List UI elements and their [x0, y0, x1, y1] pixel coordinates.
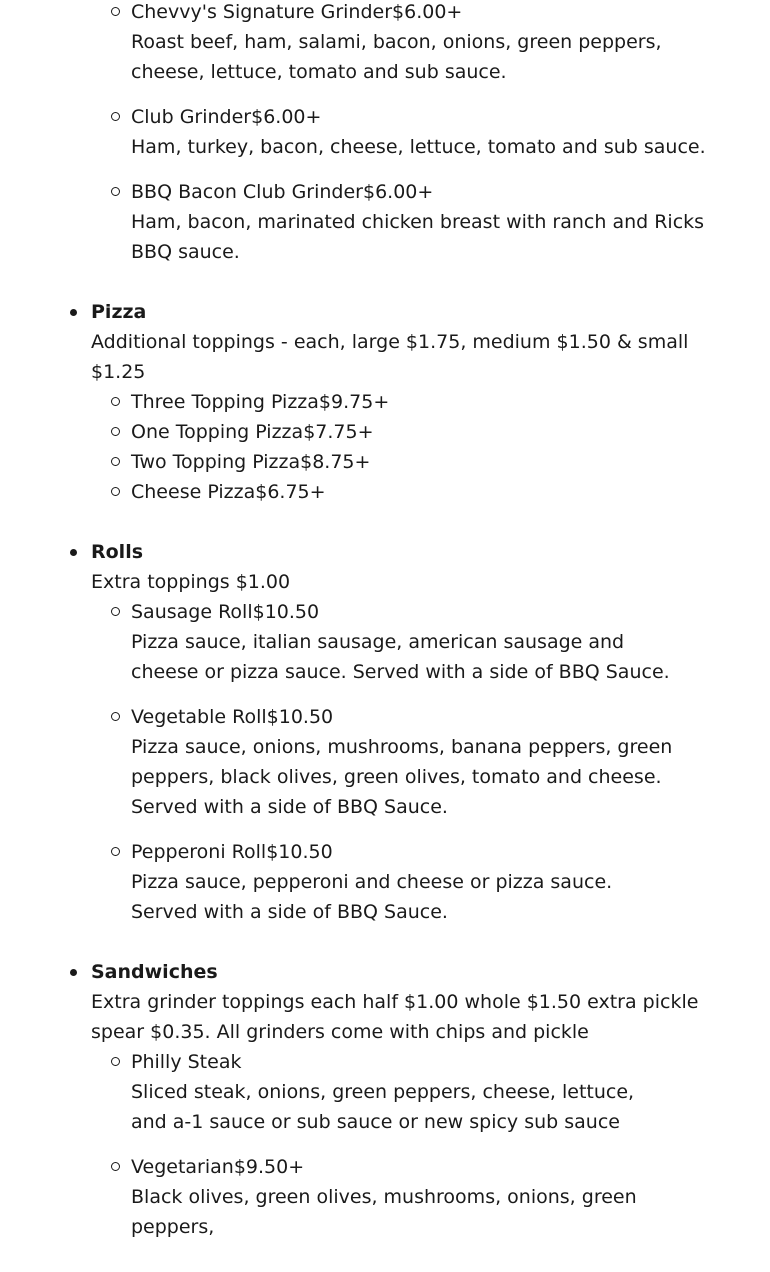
- item-description: Roast beef, ham, salami, bacon, onions, green peppers, cheese, lettuce, tomato and sub sauce.: [131, 31, 662, 83]
- menu-item: [0, 447, 730, 477]
- menu-item: [0, 837, 730, 927]
- item-description: Pizza sauce, pepperoni and cheese or pizza sauce. Served with a side of BBQ Sauce.: [131, 871, 613, 923]
- category-title: Sandwiches: [91, 961, 218, 983]
- item-name: Vegetarian: [131, 1156, 234, 1178]
- menu-item: [0, 1152, 730, 1242]
- item-name: Philly Steak: [131, 1051, 242, 1073]
- item-price: $6.75+: [255, 481, 326, 503]
- item-price: $10.50: [266, 706, 334, 728]
- category-note: Extra toppings $1.00: [91, 571, 291, 593]
- grinder-items: [0, 0, 770, 267]
- category-note: Extra grinder toppings each half $1.00 whole $1.50 extra pickle spear $0.35. All grinders come with chips and pickle: [91, 991, 699, 1043]
- item-description: Black olives, green olives, mushrooms, onions, green peppers,: [131, 1186, 637, 1238]
- item-list: [0, 1047, 730, 1242]
- item-price: $10.50: [252, 601, 320, 623]
- item-list: [0, 597, 730, 927]
- menu-item: [0, 477, 730, 507]
- item-price: $8.75+: [300, 451, 371, 473]
- item-name: Cheese Pizza: [131, 481, 256, 503]
- item-name: Pepperoni Roll: [131, 841, 267, 863]
- category-title: Pizza: [91, 301, 147, 323]
- item-name: Club Grinder: [131, 106, 252, 128]
- menu-item: [0, 387, 730, 417]
- category-pizza: [0, 297, 770, 507]
- item-price: $10.50: [266, 841, 333, 863]
- category-rolls: [0, 537, 770, 927]
- category-sandwiches: [0, 957, 770, 1242]
- category-list: [0, 297, 770, 1242]
- item-name: One Topping Pizza: [131, 421, 304, 443]
- item-name: Three Topping Pizza: [131, 391, 319, 413]
- item-description: Sliced steak, onions, green peppers, cheese, lettuce, and a-1 sauce or sub sauce or new spicy sub sauce: [131, 1081, 635, 1133]
- item-price: $7.75+: [303, 421, 374, 443]
- item-price: $6.00+: [392, 1, 463, 23]
- menu-item: [0, 0, 770, 87]
- menu-item: [0, 1047, 730, 1137]
- item-list: [0, 387, 730, 507]
- category-note: Additional toppings - each, large $1.75, medium $1.50 & small $1.25: [91, 331, 689, 383]
- item-description: Ham, turkey, bacon, cheese, lettuce, tomato and sub sauce.: [131, 136, 706, 158]
- item-name: BBQ Bacon Club Grinder: [131, 181, 363, 203]
- category-title: Rolls: [91, 541, 144, 563]
- item-price: $9.75+: [318, 391, 390, 413]
- menu-item: [0, 702, 730, 822]
- item-name: Sausage Roll: [131, 601, 253, 623]
- item-description: Pizza sauce, italian sausage, american sausage and cheese or pizza sauce. Served with a side of BBQ Sauce.: [131, 631, 670, 683]
- menu-item: [0, 417, 730, 447]
- menu-item: [0, 177, 770, 267]
- item-price: $6.00+: [251, 106, 322, 128]
- item-name: Two Topping Pizza: [131, 451, 301, 473]
- item-description: Pizza sauce, onions, mushrooms, banana peppers, green peppers, black olives, green olives, tomato and cheese. Served with a side of BBQ Sauce.: [131, 736, 673, 818]
- item-name: Vegetable Roll: [131, 706, 267, 728]
- item-description: Ham, bacon, marinated chicken breast with ranch and Ricks BBQ sauce.: [131, 211, 705, 263]
- menu-item: [0, 102, 770, 162]
- menu-item: [0, 597, 730, 687]
- item-price: $6.00+: [363, 181, 434, 203]
- item-name: Chevvy's Signature Grinder: [131, 1, 393, 23]
- item-price: $9.50+: [233, 1156, 305, 1178]
